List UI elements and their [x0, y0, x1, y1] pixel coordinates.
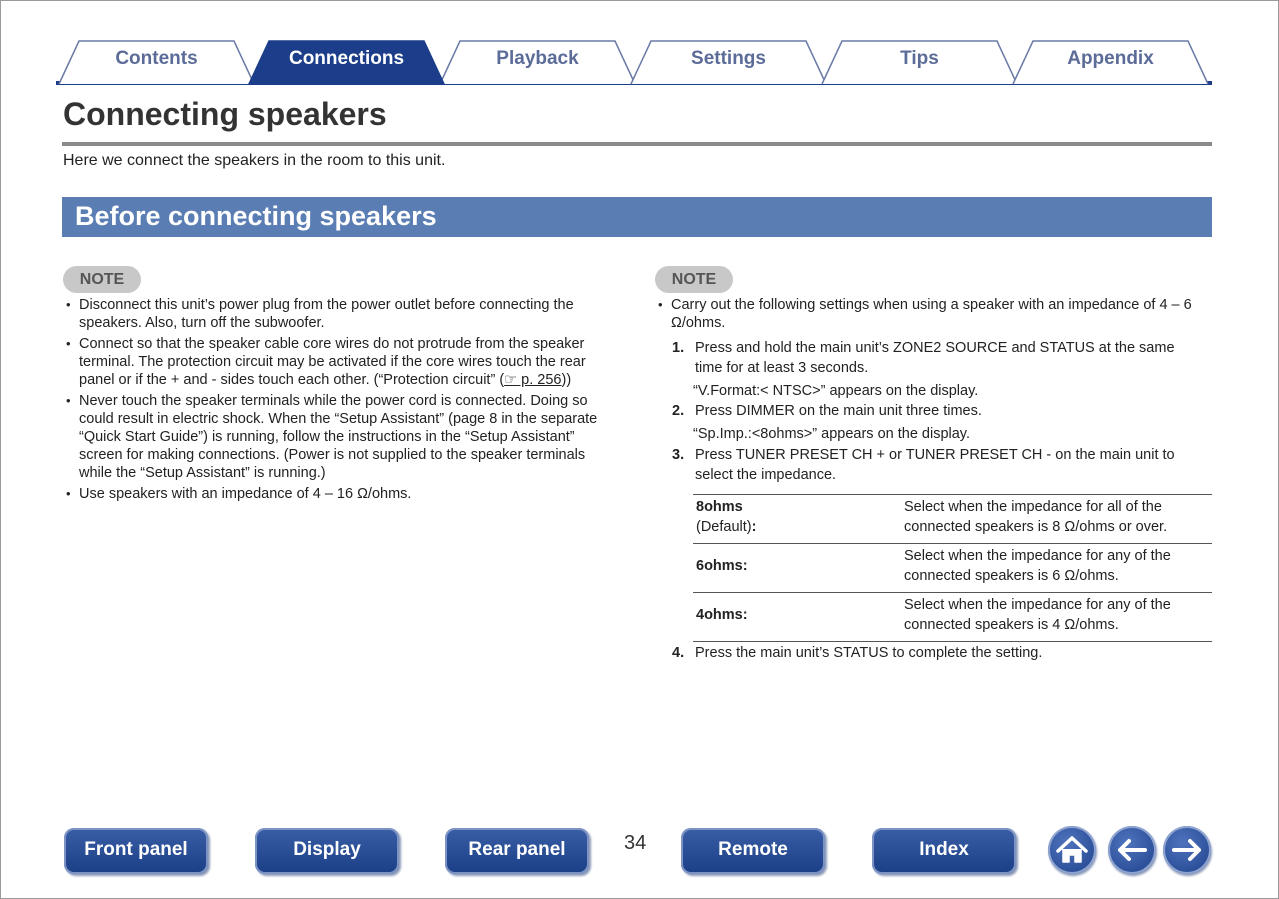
step-list-a [672, 338, 1184, 485]
tab-connections[interactable]: Connections [288, 48, 405, 69]
right-note-list [655, 296, 1205, 335]
step-item: 2. Press DIMMER on the main unit three times. [672, 403, 982, 419]
home-icon [1048, 826, 1096, 874]
page-title: Connecting speakers [63, 96, 387, 132]
step-note: “V.Format:< NTSC>” appears on the display. [693, 383, 979, 399]
intro-text: Here we connect the speakers in the room to this unit. [63, 152, 446, 169]
list-item: • Connect so that the speaker cable core wires do not protrude from the speaker terminal. The protection circuit may be activated if the core wires touch the rear panel or if the + and - sides touch each other. (“Protection circuit” (☞ p. 256)) [63, 335, 611, 389]
rear-panel-button[interactable]: Rear panel [445, 828, 589, 874]
tab-settings[interactable]: Settings [691, 48, 766, 69]
table-row [693, 544, 1212, 593]
tab-playback[interactable]: Playback [496, 48, 579, 69]
tab-appendix[interactable]: Appendix [1067, 48, 1154, 69]
note-badge-left: NOTE [63, 266, 141, 293]
section-title: Before connecting speakers [75, 201, 437, 231]
front-panel-button[interactable]: Front panel [64, 828, 208, 874]
step-item: 4. Press the main unit’s STATUS to complete the setting. [672, 645, 1043, 661]
forward-button[interactable] [1163, 826, 1211, 874]
tab-contents[interactable]: Contents [115, 48, 198, 69]
note-badge-right: NOTE [655, 266, 733, 293]
table-row [693, 495, 1212, 544]
forward-arrow-icon [1163, 826, 1211, 874]
step-item: 3. Press TUNER PRESET CH + or TUNER PRESET CH - on the main unit to select the impedance. [672, 447, 1175, 483]
page-number: 34 [624, 832, 647, 854]
left-note-list [63, 296, 611, 506]
tab-bar [56, 38, 1212, 86]
section-header [62, 197, 1212, 237]
tab-tips[interactable]: Tips [900, 48, 939, 69]
index-button[interactable]: Index [872, 828, 1016, 874]
pointing-hand-icon: ☞ [504, 372, 518, 388]
table-value: Select when the impedance for any of the connected speakers is 6 Ω/ohms. [901, 544, 1212, 593]
home-button[interactable] [1048, 826, 1096, 874]
impedance-table [693, 494, 1212, 642]
page-reference-link[interactable]: ☞ p. 256 [504, 372, 562, 388]
table-row [693, 593, 1212, 642]
table-key: 4ohms: [693, 593, 901, 642]
step-note: “Sp.Imp.:<8ohms>” appears on the display. [693, 426, 970, 442]
step-item: 1. Press and hold the main unit’s ZONE2 SOURCE and STATUS at the same time for at least 3 seconds. [672, 340, 1175, 376]
list-item: • Disconnect this unit’s power plug from the power outlet before connecting the speakers. Also, turn off the subwoofer. [63, 296, 611, 332]
back-arrow-icon [1108, 826, 1156, 874]
table-key: 6ohms: [693, 544, 901, 593]
list-item: • Carry out the following settings when using a speaker with an impedance of 4 – 6 Ω/ohms. [655, 296, 1205, 332]
table-value: Select when the impedance for any of the connected speakers is 4 Ω/ohms. [901, 593, 1212, 642]
step-list-b [672, 643, 1184, 663]
display-button[interactable]: Display [255, 828, 399, 874]
remote-button[interactable]: Remote [681, 828, 825, 874]
list-item: • Use speakers with an impedance of 4 – 16 Ω/ohms. [63, 485, 611, 503]
back-button[interactable] [1108, 826, 1156, 874]
list-item: • Never touch the speaker terminals while the power cord is connected. Doing so could result in electric shock. When the “Setup Assistant” (page 8 in the separate “Quick Start Guide”) is running, follow the instructions in the “Setup Assistant” screen for making connections. (Power is not supplied to the speaker terminals while the “Setup Assistant” is running.) [63, 392, 611, 482]
table-key: 8ohms (Default): [693, 495, 901, 544]
table-value: Select when the impedance for all of the connected speakers is 8 Ω/ohms or over. [901, 495, 1212, 544]
title-divider [62, 142, 1212, 146]
